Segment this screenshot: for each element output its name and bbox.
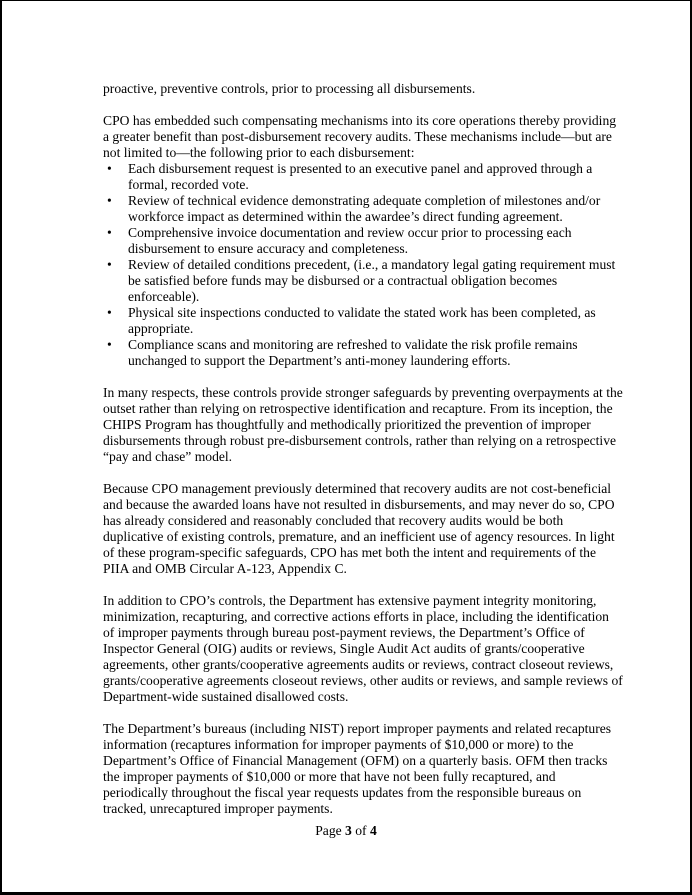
bullet-text: Review of detailed conditions precedent, (i.e., a mandatory legal gating requirement must be satisfied before funds may be disbursed or a contractual obligation becomes enforceable). (128, 257, 616, 304)
bullet-text: Physical site inspections conducted to validate the stated work has been completed, as appropriate. (128, 305, 596, 336)
bullet-icon: • (107, 257, 112, 272)
bullet-item (103, 161, 623, 193)
mechanisms-bullet-list (103, 161, 623, 369)
paragraph-continuation: proactive, preventive controls, prior to processing all disbursements. (103, 81, 476, 96)
bullet-icon: • (107, 337, 112, 352)
bullet-text: Comprehensive invoice documentation and review occur prior to processing each disbursement to ensure accuracy and completeness. (128, 225, 572, 256)
paragraph-department-controls: In addition to CPO’s controls, the Department has extensive payment integrity monitoring, minimization, recapturing, and corrective actions efforts in place, including the identification of improper payments through bureau post-payment reviews, the Department’s Office of Inspector General (OIG) audits or reviews, Single Audit Act audits of grants/cooperative agreements, other grants/cooperative agreements audits or reviews, contract closeout reviews, grants/cooperative agreements closeout reviews, other audits or reviews, and sample reviews of Department-wide sustained disallowed costs. (103, 593, 623, 704)
bullet-item (103, 305, 623, 337)
paragraph-mechanisms-intro: CPO has embedded such compensating mechanisms into its core operations thereby providing a greater benefit than post-disbursement recovery audits. These mechanisms include—but are not limited to—the following prior to each disbursement: (103, 113, 617, 160)
bullet-icon: • (107, 193, 112, 208)
total-pages-number: 4 (369, 823, 377, 838)
paragraph-safeguards: In many respects, these controls provide stronger safeguards by preventing overpayments at the outset rather than relying on retrospective identification and recapture. From its inception, the CHIPS Program has thoughtfully and methodically prioritized the prevention of improper disbursements through robust pre-disbursement controls, rather than relying on a retrospective “pay and chase” model. (103, 385, 623, 464)
bullet-text: Review of technical evidence demonstrating adequate completion of milestones and/or workforce impact as determined within the awardee’s direct funding agreement. (128, 193, 601, 224)
bullet-icon: • (107, 225, 112, 240)
paragraph-recovery-audits: Because CPO management previously determined that recovery audits are not cost-beneficial and because the awarded loans have not resulted in disbursements, and may never do so, CPO has already considered and reasonably concluded that recovery audits would be both duplicative of existing controls, premature, and an inefficient use of agency resources. In light of these program-specific safeguards, CPO has met both the intent and requirements of the PIIA and OMB Circular A-123, Appendix C. (103, 481, 615, 576)
bullet-item (103, 225, 623, 257)
page-body (103, 81, 623, 833)
bullet-icon: • (107, 161, 112, 176)
page-label: Page (315, 823, 346, 838)
bullet-item (103, 337, 623, 369)
page-footer (2, 823, 690, 839)
bullet-text: Compliance scans and monitoring are refreshed to validate the risk profile remains unchanged to support the Department’s anti-money laundering efforts. (128, 337, 578, 368)
paragraph-bureau-reporting: The Department’s bureaus (including NIST) report improper payments and related recaptures information (recaptures information for improper payments of $10,000 or more) to the Department’s Office of Financial Management (OFM) on a quarterly basis. OFM then tracks the improper payments of $10,000 or more that have not been fully recaptured, and periodically throughout the fiscal year requests updates from the responsible bureaus on tracked, unrecaptured improper payments. (103, 721, 612, 816)
bullet-text: Each disbursement request is presented to an executive panel and approved through a formal, recorded vote. (128, 161, 593, 192)
bullet-item (103, 193, 623, 225)
of-label: of (351, 823, 370, 838)
bullet-icon: • (107, 305, 112, 320)
bullet-item (103, 257, 623, 305)
current-page-number: 3 (345, 823, 352, 838)
